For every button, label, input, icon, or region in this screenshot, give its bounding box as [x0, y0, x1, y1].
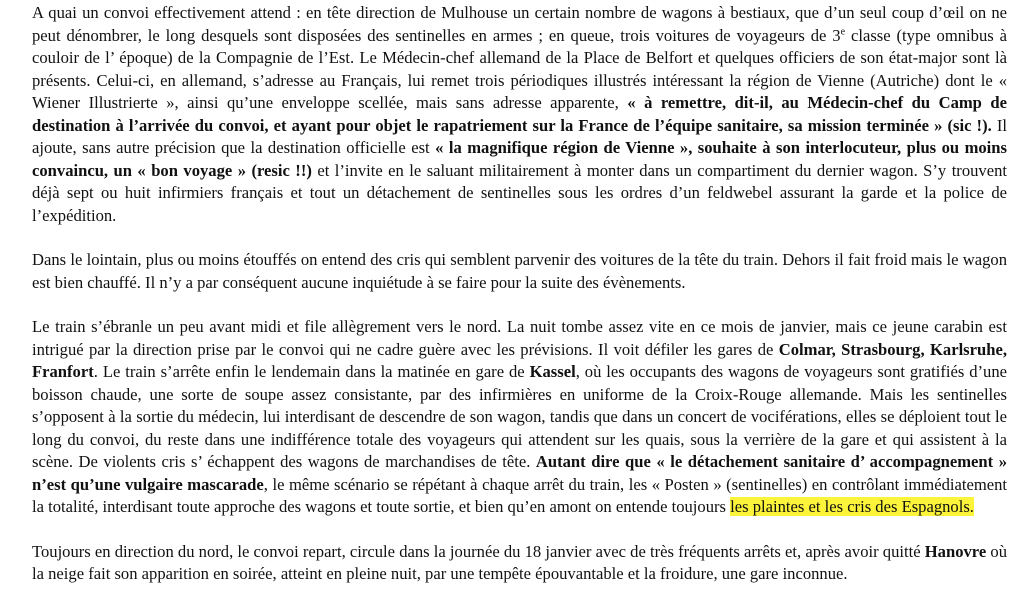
- para-3: [32, 316, 1007, 519]
- text-run: , le même scénario se répétant à chaque arrêt du train, les « Posten » (sentinelles) en contrôlant immédiatement la totalité, interdisant toute approche des wagons et toute sortie, et bien qu’en amont on entende toujours: [32, 474, 1007, 516]
- document-body: [32, 2, 1007, 608]
- text-run: , où les occupants des wagons de voyageurs sont gratifiés d’une boisson chaude, une sorte de soupe assez consistante, par des infirmières en uniforme de la Croix-Rouge allemande. Mais les sentinelles s’opposent à la sortie du médecin, lui interdisant de descendre de son wagon, tandis que dans un concert de vociférations, elles se déploient tout le long du convoi, du reste dans une indifférence totale des voyageurs qui attendent sur les quais, sous la verrière de la gare et qui assistent à la scène. De violents cris s’ échappent des wagons de marchandises de tête.: [32, 362, 1007, 471]
- text-run: A quai un convoi effectivement attend : en tête direction de Mulhouse un certain nombre de wagons à bestiaux, que d’un seul coup d’œil on ne peut dénombrer, le long desquels sont disposées des sentinelles en armes ; en queue, trois voitures de voyageurs de 3: [32, 3, 1007, 45]
- bold-text: Hanovre: [924, 541, 987, 561]
- text-run: où la neige fait son apparition en soirée, atteint en pleine nuit, par une tempête épouvantable et la froidure, une gare inconnue.: [32, 541, 1007, 583]
- highlighted-text: les plaintes et les cris des Espagnols.: [730, 497, 974, 516]
- text-run: Dans le lointain, plus ou moins étouffés on entend des cris qui semblent parvenir des voitures de la tête du train. Dehors il fait froid mais le wagon est bien chauffé. Il n’y a par conséquent aucune inquiétude à se faire pour la suite des évènements.: [32, 250, 1007, 292]
- text-run: classe (type omnibus à couloir de l’ époque) de la Compagnie de l’Est. Le Médecin-chef allemand de la Place de Belfort et quelques officiers de son état-major sont là présents. Celui-ci, en allemand, s’adresse au Français, lui remet trois périodiques illustrés intéressant la région de Vienne (Autriche) dont le « Wiener Illustrierte », ainsi qu’une enveloppe scellée, mais sans adresse apparente,: [32, 25, 1007, 112]
- text-run: et l’invite en le saluant militairement à monter dans un compartiment du dernier wagon. S’y trouvent déjà sept ou huit infirmiers français et tout un détachement de sentinelles sous les ordres d’un feldwebel assurant la garde et la police de l’expédition.: [32, 160, 1007, 225]
- text-run: . Le train s’arrête enfin le lendemain dans la matinée en gare de: [93, 362, 530, 381]
- para-4: [32, 541, 1007, 586]
- text-run: Toujours en direction du nord, le convoi repart, circule dans la journée du 18 janvier avec de très fréquents arrêts et, après avoir quitté: [32, 541, 925, 561]
- superscript-text: e: [840, 25, 846, 37]
- text-run: Il ajoute, sans autre précision que la destination officielle est: [32, 115, 1008, 157]
- text-run: Le train s’ébranle un peu avant midi et file allègrement vers le nord. La nuit tombe assez vite en ce mois de janvier, mais ce jeune carabin est intrigué par la direction prise par le convoi qui ne cadre guère avec les prévisions. Il voit défiler les gares de: [32, 317, 1007, 359]
- para-1: [32, 2, 1007, 227]
- bold-text: Autant dire que « le détachement sanitaire d’ accompagnement » n’est qu’une vulgaire mascarade: [32, 452, 1007, 494]
- para-2: [32, 249, 1007, 294]
- bold-text: « à remettre, dit-il, au Médecin-chef du Camp de destination à l’arrivée du convoi, et ayant pour objet le rapatriement sur la France de l’équipe sanitaire, sa mission terminée » (sic !).: [32, 93, 1007, 135]
- bold-text: Colmar, Strasbourg, Karlsruhe, Franfort: [32, 339, 1007, 381]
- bold-text: Kassel: [529, 362, 576, 381]
- bold-text: « la magnifique région de Vienne », souhaite à son interlocuteur, plus ou moins convaincu, un « bon voyage » (resic !!): [32, 138, 1007, 180]
